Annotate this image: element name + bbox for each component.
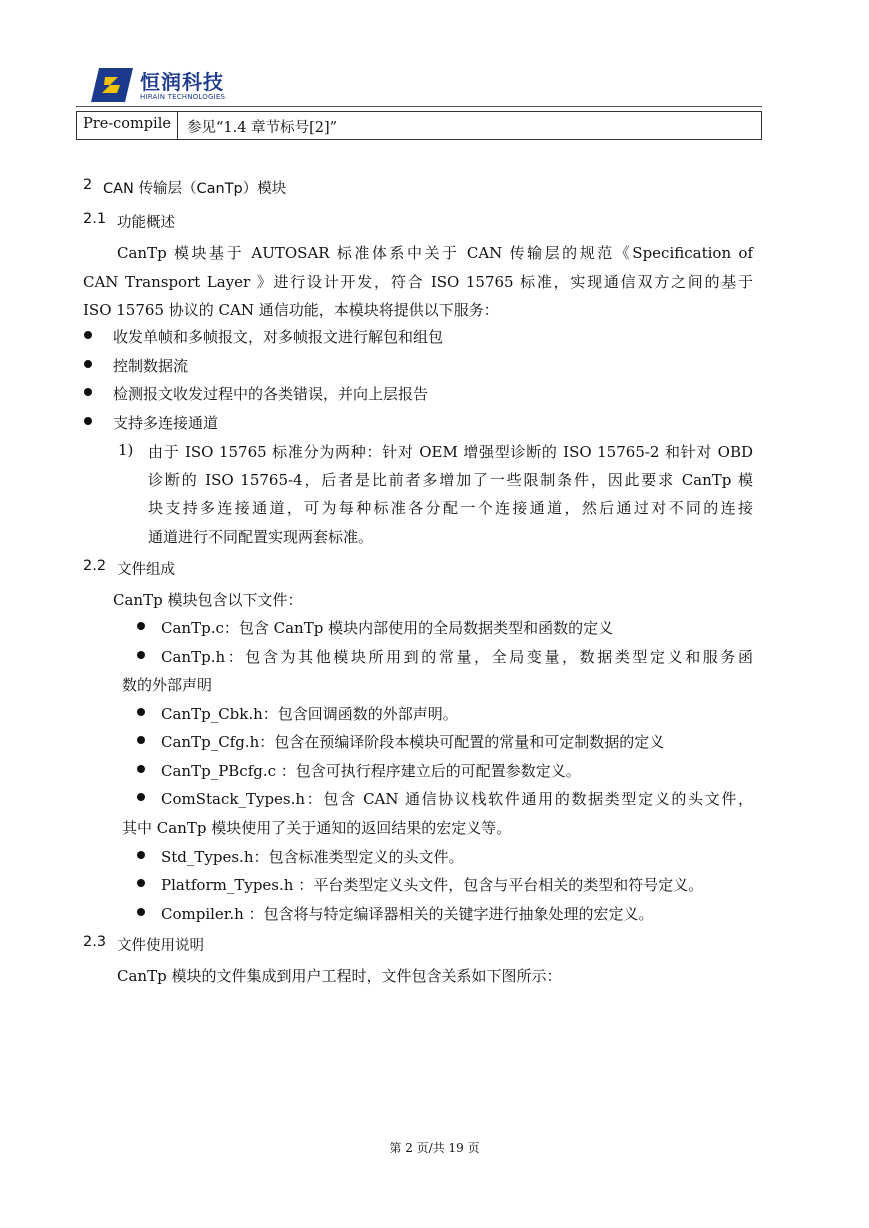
sub-list-line: 由于 ISO 15765 标准分为两种：针对 OEM 增强型诊断的 ISO 15765-2 和针对 OBD xyxy=(148,443,753,461)
bullet-dot-icon xyxy=(137,736,145,744)
bullet-dot-icon xyxy=(137,908,145,916)
list-item: 检测报文收发过程中的各类错误，并向上层报告 xyxy=(113,385,429,403)
bullet-dot-icon xyxy=(137,708,145,716)
company-name-cn: 恒润科技 xyxy=(140,70,224,94)
file-item: Platform_Types.h ：平台类型定义头文件，包含与平台相关的类型和符号定义。 xyxy=(161,876,704,894)
section-2-3-title: 文件使用说明 xyxy=(117,938,204,954)
sub-list-line: 通道进行不同配置实现两套标准。 xyxy=(148,528,374,546)
list-item: 收发单帧和多帧报文，对多帧报文进行解包和组包 xyxy=(113,328,444,346)
config-table-cell-ref: 参见“1.4 章节标号[2]” xyxy=(187,120,338,136)
section-2-2-number: 2.2 xyxy=(83,558,107,574)
section-2-1-title: 功能概述 xyxy=(117,215,175,231)
bullet-dot-icon xyxy=(137,622,145,630)
bullet-dot-icon xyxy=(137,851,145,859)
bullet-dot-icon xyxy=(84,388,92,396)
sub-list-line: 诊断的 ISO 15765-4，后者是比前者多增加了一些限制条件，因此要求 CanTp 模 xyxy=(148,471,753,489)
file-item: CanTp.h：包含为其他模块所用到的常量，全局变量，数据类型定义和服务函 xyxy=(161,648,753,666)
section-2-3-number: 2.3 xyxy=(83,934,107,950)
list-item: 支持多连接通道 xyxy=(113,414,219,432)
section-2-1-number: 2.1 xyxy=(83,211,107,227)
file-item-continuation: 数的外部声明 xyxy=(122,676,213,694)
paragraph-line: CAN Transport Layer 》进行设计开发，符合 ISO 15765 标准，实现通信双方之间的基于 xyxy=(83,273,753,291)
list-item: 控制数据流 xyxy=(113,357,189,375)
company-name-en: HIRAIN TECHNOLOGIES xyxy=(140,93,226,101)
config-table-cell-class: Pre-compile xyxy=(77,112,178,139)
file-item: ComStack_Types.h：包含 CAN 通信协议栈软件通用的数据类型定义的头文件， xyxy=(161,790,753,808)
file-item: CanTp_PBcfg.c ：包含可执行程序建立后的可配置参数定义。 xyxy=(161,762,581,780)
file-item: CanTp_Cbk.h：包含回调函数的外部声明。 xyxy=(161,705,458,723)
paragraph-line: CanTp 模块包含以下文件： xyxy=(113,591,303,609)
file-item: CanTp.c：包含 CanTp 模块内部使用的全局数据类型和函数的定义 xyxy=(161,619,614,637)
bullet-dot-icon xyxy=(84,331,92,339)
hirain-logo-icon xyxy=(91,68,133,102)
file-item-continuation: 其中 CanTp 模块使用了关于通知的返回结果的宏定义等。 xyxy=(122,819,512,837)
bullet-dot-icon xyxy=(84,360,92,368)
paragraph-line: CanTp 模块基于 AUTOSAR 标准体系中关于 CAN 传输层的规范《Specification of xyxy=(117,244,753,262)
file-item: CanTp_Cfg.h：包含在预编译阶段本模块可配置的常量和可定制数据的定义 xyxy=(161,733,665,751)
file-item: Compiler.h ：包含将与特定编译器相关的关键字进行抽象处理的宏定义。 xyxy=(161,905,654,923)
sub-list-number: 1) xyxy=(118,441,134,459)
bullet-dot-icon xyxy=(137,651,145,659)
section-2-number: 2 xyxy=(83,177,93,193)
bullet-dot-icon xyxy=(137,793,145,801)
paragraph-line: CanTp 模块的文件集成到用户工程时，文件包含关系如下图所示： xyxy=(117,967,562,985)
bullet-dot-icon xyxy=(137,765,145,773)
file-item: Std_Types.h：包含标准类型定义的头文件。 xyxy=(161,848,464,866)
section-2-title: CAN 传输层（CanTp）模块 xyxy=(103,181,287,197)
config-table xyxy=(76,111,762,140)
paragraph-line: ISO 15765 协议的 CAN 通信功能，本模块将提供以下服务： xyxy=(83,301,499,319)
header-divider xyxy=(76,106,762,107)
sub-list-line: 块支持多连接通道，可为每种标准各分配一个连接通道，然后通过对不同的连接 xyxy=(148,499,753,517)
bullet-dot-icon xyxy=(84,417,92,425)
page-number: 第 2 页/共 19 页 xyxy=(389,1141,480,1155)
bullet-dot-icon xyxy=(137,879,145,887)
section-2-2-title: 文件组成 xyxy=(117,562,175,578)
